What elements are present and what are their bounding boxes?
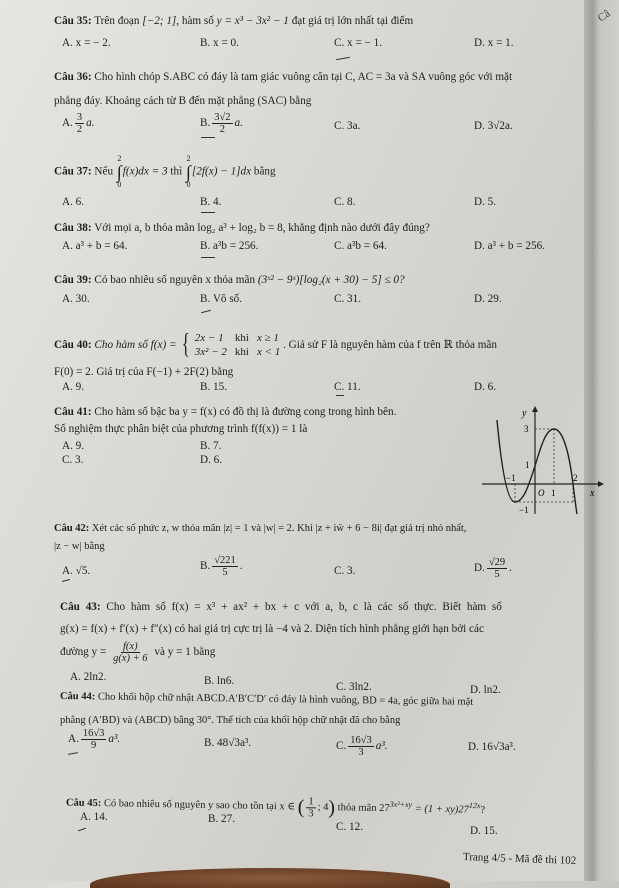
option-d: D. $\frac{√29}{5}$ . <box>474 557 512 580</box>
option-b: B. 27. <box>208 813 236 825</box>
question-number: Câu 43: <box>60 601 101 613</box>
question-41-line2: Số nghiệm thực phân biệt của phương trình f(f(x)) = 1 là <box>54 423 308 435</box>
option-c: C. 12. <box>336 821 364 833</box>
question-37: Câu 37: Nếu 2 ∫ 0 f(x)dx = 3 thì 2 ∫ 0 [2f(x) − 1]dx bằng <box>54 154 276 189</box>
svg-text:O: O <box>538 488 545 498</box>
option-a: A. 30. <box>62 293 90 305</box>
option-d: D. a³ + b = 256. <box>474 240 545 252</box>
option-a: A. x = − 2. <box>62 37 111 49</box>
option-d: D. 15. <box>470 825 498 837</box>
question-42-line2: |z − w| bằng <box>54 541 105 552</box>
next-page-corner-text: Câ <box>595 7 613 25</box>
question-41: Câu 41: Cho hàm số bậc ba y = f(x) có đồ thị là đường cong trong hình bên. <box>54 406 397 418</box>
option-b: B. $\frac{√221}{5}$ . <box>200 555 243 578</box>
option-b: B. ln6. <box>204 675 235 687</box>
pen-mark <box>201 212 215 213</box>
option-b: B. x = 0. <box>200 37 239 49</box>
question-number: Câu 42: <box>54 523 90 534</box>
option-a: A. 9. <box>62 381 85 393</box>
question-38: Câu 38: Với mọi a, b thỏa mãn log₂ a³ + log₂ b = 8, khẳng định nào dưới đây đúng? <box>54 222 430 234</box>
option-b: B. 15. <box>200 381 228 393</box>
question-44: Câu 44: Cho khối hộp chữ nhật ABCD.A′B′C′D′ có đáy là hình vuông, BD = 4a, góc giữa hai mặt <box>59 691 474 708</box>
question-number: Câu 44: <box>59 691 96 703</box>
option-d: D. 6. <box>200 454 223 466</box>
question-43: Câu 43: Cho hàm số f(x) = x³ + ax² + bx + c với a, b, c là các số thực. Biết hàm số <box>60 601 502 613</box>
option-b: B. 7. <box>200 440 222 452</box>
question-44-line2: phẳng (A′BD) và (ABCD) bằng 30°. Thể tích của khối hộp chữ nhật đã cho bằng <box>60 715 401 726</box>
option-c: C. 11. <box>334 381 361 393</box>
option-a: A. 9. <box>62 440 85 452</box>
svg-text:y: y <box>522 408 527 419</box>
question-36: Câu 36: Cho hình chóp S.ABC có đáy là tam giác vuông cân tại C, AC = 3a và SA vuông góc với mặt <box>54 71 513 83</box>
option-d: D. ln2. <box>470 684 501 696</box>
pen-mark <box>201 137 215 138</box>
option-b: B. 4. <box>200 196 222 208</box>
option-a: A. 2ln2. <box>70 671 107 683</box>
option-b: B. a³b = 256. <box>200 240 259 252</box>
question-43-line3: đường y = $\frac{f(x)}{g(x) + 6}$ và y = 1 bằng <box>60 641 216 664</box>
option-c: C. $\frac{16√3}{3}$ a³. <box>336 735 388 758</box>
option-c: C. 8. <box>334 196 356 208</box>
svg-text:3: 3 <box>524 424 529 434</box>
svg-text:−1: −1 <box>506 473 516 483</box>
question-number: Câu 38: <box>54 222 92 234</box>
option-c: C. a³b = 64. <box>334 240 387 252</box>
question-number: Câu 36: <box>54 71 92 83</box>
pen-mark <box>336 395 344 396</box>
svg-text:1: 1 <box>551 488 556 498</box>
option-d: D. x = 1. <box>474 37 514 49</box>
option-a: A. √5. <box>62 565 91 577</box>
piecewise-function: { 2x − 1 khi x ≥ 1 3x² − 2 khi x < 1 <box>182 329 281 361</box>
svg-text:−1: −1 <box>519 505 529 515</box>
question-number: Câu 41: <box>54 406 92 418</box>
question-number: Câu 37: <box>54 165 92 178</box>
page-footer: Trang 4/5 - Mã đề thi 102 <box>462 851 577 867</box>
svg-text:1: 1 <box>525 460 530 470</box>
option-d: D. 6. <box>474 381 497 393</box>
pen-mark <box>201 257 215 258</box>
option-c: C. 31. <box>334 293 362 305</box>
option-d: D. 29. <box>474 293 502 305</box>
option-a: A. a³ + b = 64. <box>62 240 128 252</box>
option-d: D. 5. <box>474 196 497 208</box>
question-number: Câu 40: <box>54 339 92 351</box>
option-b: B. $\frac{3√2}{2}$ a. <box>200 112 243 135</box>
svg-text:x: x <box>590 488 595 499</box>
option-c: C. 3. <box>62 454 84 466</box>
question-39: Câu 39: Có bao nhiêu số nguyên x thỏa mãn (3ˣ² − 9ˣ)[log₂(x + 30) − 5] ≤ 0? <box>54 274 405 286</box>
option-b: B. 48√3a³. <box>204 737 252 749</box>
option-c: C. 3a. <box>334 120 361 132</box>
option-a: A. $\frac{3}{2}$ a. <box>62 112 95 135</box>
question-36-line2: phẳng đáy. Khoảng cách từ B đến mặt phẳng (SAC) bằng <box>54 95 312 107</box>
question-40-line2: F(0) = 2. Giá trị của F(−1) + 2F(2) bằng <box>54 366 234 378</box>
question-number: Câu 45: <box>65 797 102 810</box>
svg-text:2: 2 <box>573 473 578 483</box>
cubic-function-graph <box>480 404 605 519</box>
option-c: C. x = − 1. <box>334 37 383 49</box>
option-d: D. 3√2a. <box>474 120 513 132</box>
question-45: Câu 45: Có bao nhiêu số nguyên y sao cho tồn tại x ∈ ( $\frac{1}{3}$ ; 4) thỏa mãn $27^{3x^2+xy} = (1 + xy)27^{12x}$? <box>65 795 486 819</box>
integral-symbol: 2 ∫ 0 <box>186 154 191 189</box>
question-42: Câu 42: Xét các số phức z, w thỏa mãn |z| = 1 và |w| = 2. Khi |z + iw̄ + 6 − 8i| đạt giá trị nhỏ nhất, <box>54 523 467 534</box>
question-number: Câu 39: <box>54 274 92 286</box>
option-d: D. 16√3a³. <box>468 741 516 753</box>
option-c: C. 3ln2. <box>336 681 372 693</box>
question-40: Câu 40: Cho hàm số f(x) = { 2x − 1 khi x ≥ 1 3x² − 2 khi x < 1 . Giả sử F là nguyên hàm của f trên ℝ thỏa mãn <box>54 329 497 361</box>
option-a: A. 6. <box>62 196 85 208</box>
option-a: A. 14. <box>80 811 108 823</box>
option-b: B. Vô số. <box>200 293 243 305</box>
option-c: C. 3. <box>334 565 356 577</box>
question-43-line2: g(x) = f(x) + f′(x) + f″(x) có hai giá trị cực trị là −4 và 2. Diện tích hình phẳng giới hạn bởi các <box>60 623 484 635</box>
question-35: Câu 35: Trên đoạn [−2; 1], hàm số y = x³ − 3x² − 1 đạt giá trị lớn nhất tại điểm <box>54 15 414 27</box>
integral-symbol: 2 ∫ 0 <box>116 154 122 189</box>
option-a: A. $\frac{16√3}{9}$ a³. <box>68 728 121 751</box>
question-number: Câu 35: <box>54 15 92 27</box>
